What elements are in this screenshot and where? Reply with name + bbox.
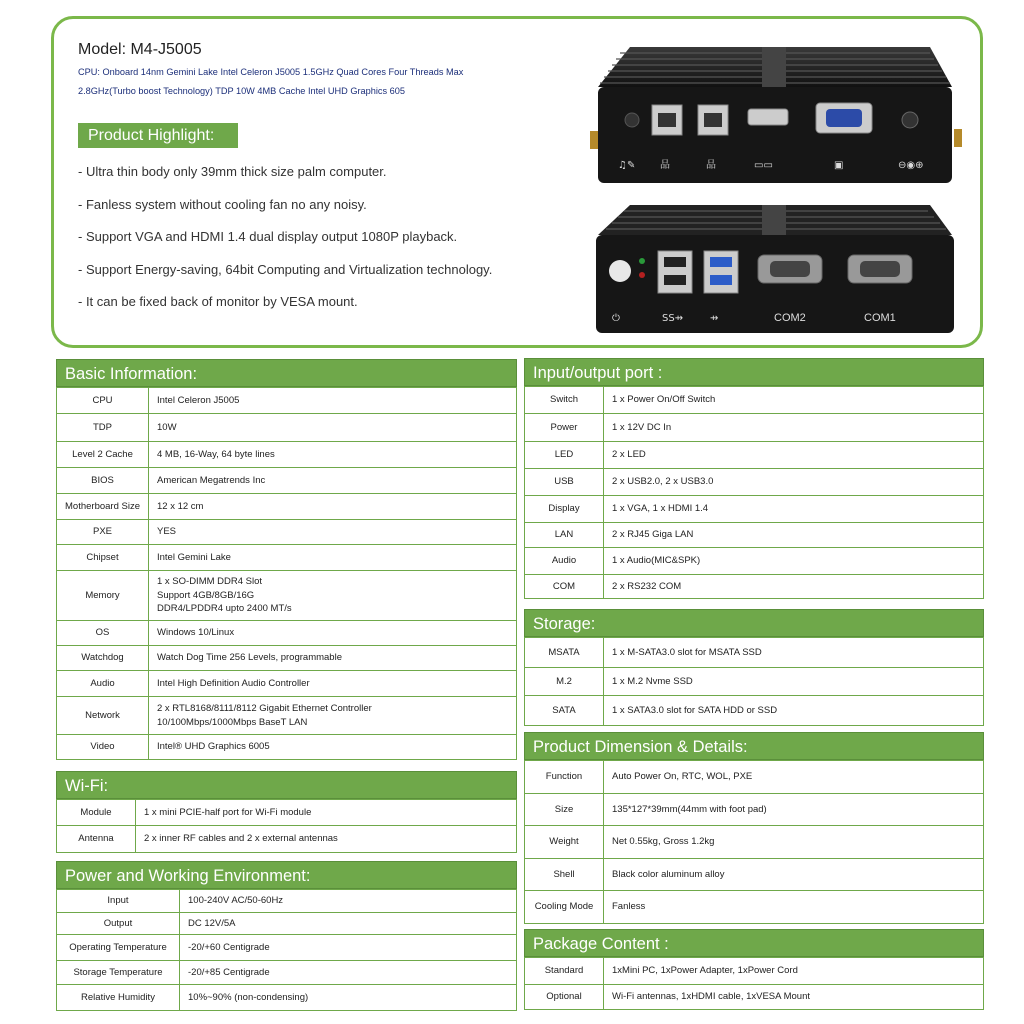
vga-port-inner: [826, 109, 862, 127]
section-title: Input/output port :: [524, 358, 984, 386]
dc-icon: ⊖◉⊕: [898, 160, 924, 171]
table-row: [525, 794, 984, 826]
spec-key: Network: [57, 697, 149, 735]
spec-value: 1 x 12V DC In: [604, 414, 984, 442]
storage-panel: [524, 609, 984, 726]
highlight-item: - Fanless system without cooling fan no any noisy.: [78, 196, 367, 212]
lan-port-1-inner: [658, 113, 676, 127]
device-rear-image: [590, 203, 962, 333]
section-title: Product Dimension & Details:: [524, 732, 984, 760]
table-row: [525, 575, 984, 599]
heatsink-label: [762, 205, 786, 235]
spec-key: Relative Humidity: [57, 985, 180, 1011]
audio-icon: ♫✎: [618, 160, 636, 171]
table-row: [525, 696, 984, 726]
spec-value: 1xMini PC, 1xPower Adapter, 1xPower Cord: [604, 958, 984, 985]
power-environment-panel: [56, 861, 517, 1011]
spec-table: [56, 889, 517, 1011]
spec-value: 1 x SO-DIMM DDR4 Slot Support 4GB/8GB/16G DDR4/LPDDR4 upto 2400 MT/s: [149, 571, 517, 621]
spec-key: Input: [57, 890, 180, 913]
spec-key: LAN: [525, 523, 604, 548]
table-row: [57, 468, 517, 494]
highlight-item: - Ultra thin body only 39mm thick size palm computer.: [78, 164, 387, 179]
hdmi-icon: ▭▭: [754, 160, 773, 171]
usb2-icon: SS⇸: [662, 313, 684, 324]
com2-port-inner: [770, 261, 810, 277]
table-row: [57, 800, 517, 826]
device-front-image: [590, 43, 962, 183]
table-row: [57, 571, 517, 621]
table-row: [57, 961, 517, 985]
power-icon: ⏻: [612, 313, 620, 324]
table-row: [57, 388, 517, 414]
spec-value: -20/+85 Centigrade: [180, 961, 517, 985]
table-row: [57, 890, 517, 913]
spec-table: [524, 760, 984, 924]
spec-value: Intel Celeron J5005: [149, 388, 517, 414]
antenna-left: [590, 131, 598, 149]
spec-key: OS: [57, 621, 149, 646]
table-row: [525, 958, 984, 985]
spec-value: 2 x RS232 COM: [604, 575, 984, 599]
spec-value: Intel Gemini Lake: [149, 545, 517, 571]
spec-value: 1 x M-SATA3.0 slot for MSATA SSD: [604, 638, 984, 668]
table-row: [57, 520, 517, 545]
basic-information-panel: [56, 359, 517, 760]
table-row: [57, 671, 517, 697]
spec-key: Weight: [525, 826, 604, 859]
spec-key: Optional: [525, 985, 604, 1010]
usb3-slot-2: [710, 275, 732, 285]
spec-value: Intel® UHD Graphics 6005: [149, 735, 517, 760]
spec-table: [524, 386, 984, 599]
usb3-slot-1: [710, 257, 732, 267]
table-row: [57, 935, 517, 961]
spec-key: Switch: [525, 387, 604, 414]
model-title: Model: M4-J5005: [78, 41, 202, 58]
table-row: [525, 668, 984, 696]
usb2-slot-2: [664, 275, 686, 285]
table-row: [525, 638, 984, 668]
led-red: [639, 272, 645, 278]
spec-value: 10W: [149, 414, 517, 442]
spec-value: 135*127*39mm(44mm with foot pad): [604, 794, 984, 826]
spec-value: 1 x Audio(MIC&SPK): [604, 548, 984, 575]
spec-value: 1 x mini PCIE-half port for Wi-Fi module: [136, 800, 517, 826]
spec-key: Module: [57, 800, 136, 826]
table-row: [57, 697, 517, 735]
spec-value: 1 x Power On/Off Switch: [604, 387, 984, 414]
table-row: [525, 826, 984, 859]
product-overview-card: [51, 16, 983, 348]
spec-value: American Megatrends Inc: [149, 468, 517, 494]
highlight-item: - Support VGA and HDMI 1.4 dual display output 1080P playback.: [78, 229, 458, 244]
highlight-title: Product Highlight:: [78, 123, 238, 148]
spec-key: USB: [525, 469, 604, 496]
section-title: Storage:: [524, 609, 984, 637]
spec-key: Output: [57, 913, 180, 935]
table-row: [57, 414, 517, 442]
highlight-item: - Support Energy-saving, 64bit Computing and Virtualization technology.: [78, 261, 493, 277]
table-row: [525, 523, 984, 548]
network-icon: 品: [706, 160, 716, 171]
spec-key: PXE: [57, 520, 149, 545]
spec-key: Shell: [525, 859, 604, 891]
spec-key: Standard: [525, 958, 604, 985]
spec-value: 1 x SATA3.0 slot for SATA HDD or SSD: [604, 696, 984, 726]
spec-key: Level 2 Cache: [57, 442, 149, 468]
spec-key: Cooling Mode: [525, 891, 604, 924]
table-row: [57, 646, 517, 671]
spec-table: [56, 799, 517, 853]
spec-value: 1 x VGA, 1 x HDMI 1.4: [604, 496, 984, 523]
spec-value: 2 x LED: [604, 442, 984, 469]
spec-value: 2 x inner RF cables and 2 x external antennas: [136, 826, 517, 853]
spec-key: Memory: [57, 571, 149, 621]
wifi-panel: [56, 771, 517, 853]
spec-key: Audio: [57, 671, 149, 697]
spec-value: Black color aluminum alloy: [604, 859, 984, 891]
spec-value: Intel High Definition Audio Controller: [149, 671, 517, 697]
spec-value: Watch Dog Time 256 Levels, programmable: [149, 646, 517, 671]
lan-port-2-inner: [704, 113, 722, 127]
spec-value: 4 MB, 16-Way, 64 byte lines: [149, 442, 517, 468]
spec-key: Function: [525, 761, 604, 794]
spec-value: 2 x RTL8168/8111/8112 Gigabit Ethernet Controller 10/100Mbps/1000Mbps BaseT LAN: [149, 697, 517, 735]
spec-value: Net 0.55kg, Gross 1.2kg: [604, 826, 984, 859]
table-row: [525, 985, 984, 1010]
spec-value: Fanless: [604, 891, 984, 924]
spec-value: Auto Power On, RTC, WOL, PXE: [604, 761, 984, 794]
table-row: [525, 387, 984, 414]
audio-jack: [625, 113, 639, 127]
table-row: [525, 442, 984, 469]
table-row: [57, 545, 517, 571]
table-row: [57, 826, 517, 853]
com1-label: COM1: [864, 312, 896, 324]
table-row: [57, 494, 517, 520]
table-row: [525, 891, 984, 924]
spec-key: Operating Temperature: [57, 935, 180, 961]
section-title: Wi-Fi:: [56, 771, 517, 799]
spec-key: Audio: [525, 548, 604, 575]
led-green: [639, 258, 645, 264]
spec-key: Motherboard Size: [57, 494, 149, 520]
spec-key: Storage Temperature: [57, 961, 180, 985]
spec-key: M.2: [525, 668, 604, 696]
spec-value: Windows 10/Linux: [149, 621, 517, 646]
monitor-icon: ▣: [834, 160, 844, 171]
highlight-list: [78, 164, 492, 327]
table-row: [57, 442, 517, 468]
spec-value: 12 x 12 cm: [149, 494, 517, 520]
spec-key: MSATA: [525, 638, 604, 668]
spec-key: LED: [525, 442, 604, 469]
highlight-item: - It can be fixed back of monitor by VESA mount.: [78, 294, 358, 309]
spec-key: TDP: [57, 414, 149, 442]
spec-value: 1 x M.2 Nvme SSD: [604, 668, 984, 696]
section-title: Basic Information:: [56, 359, 517, 387]
usb2-slot-1: [664, 257, 686, 267]
spec-key: Chipset: [57, 545, 149, 571]
antenna-right: [954, 129, 962, 147]
spec-key: CPU: [57, 388, 149, 414]
spec-value: 2 x RJ45 Giga LAN: [604, 523, 984, 548]
spec-key: Size: [525, 794, 604, 826]
spec-value: -20/+60 Centigrade: [180, 935, 517, 961]
spec-key: Watchdog: [57, 646, 149, 671]
dc-in-port: [902, 112, 918, 128]
power-button: [609, 260, 631, 282]
spec-table: [56, 387, 517, 760]
com2-label: COM2: [774, 312, 806, 324]
cpu-description-line-1: CPU: Onboard 14nm Gemini Lake Intel Celeron J5005 1.5GHz Quad Cores Four Threads Max: [78, 67, 464, 77]
section-title: Package Content :: [524, 929, 984, 957]
io-port-panel: [524, 358, 984, 599]
spec-key: Power: [525, 414, 604, 442]
spec-value: YES: [149, 520, 517, 545]
hdmi-port: [748, 109, 788, 125]
usb3-icon: ⇸: [710, 313, 719, 324]
spec-value: Wi-Fi antennas, 1xHDMI cable, 1xVESA Mount: [604, 985, 984, 1010]
table-row: [57, 621, 517, 646]
table-row: [57, 985, 517, 1011]
spec-key: Video: [57, 735, 149, 760]
table-row: [525, 548, 984, 575]
network-icon: 品: [660, 160, 670, 171]
table-row: [57, 913, 517, 935]
heatsink-label: [762, 47, 786, 87]
spec-key: Display: [525, 496, 604, 523]
spec-key: SATA: [525, 696, 604, 726]
table-row: [525, 859, 984, 891]
spec-table: [524, 637, 984, 726]
spec-value: DC 12V/5A: [180, 913, 517, 935]
spec-key: Antenna: [57, 826, 136, 853]
table-row: [525, 761, 984, 794]
table-row: [57, 735, 517, 760]
com1-port-inner: [860, 261, 900, 277]
spec-key: BIOS: [57, 468, 149, 494]
table-row: [525, 496, 984, 523]
cpu-description-line-2: 2.8GHz(Turbo boost Technology) TDP 10W 4MB Cache Intel UHD Graphics 605: [78, 86, 405, 96]
spec-table: [524, 957, 984, 1010]
spec-value: 100-240V AC/50-60Hz: [180, 890, 517, 913]
section-title: Power and Working Environment:: [56, 861, 517, 889]
package-content-panel: [524, 929, 984, 1010]
spec-value: 2 x USB2.0, 2 x USB3.0: [604, 469, 984, 496]
spec-key: COM: [525, 575, 604, 599]
product-dimension-panel: [524, 732, 984, 924]
table-row: [525, 414, 984, 442]
table-row: [525, 469, 984, 496]
spec-value: 10%~90% (non-condensing): [180, 985, 517, 1011]
